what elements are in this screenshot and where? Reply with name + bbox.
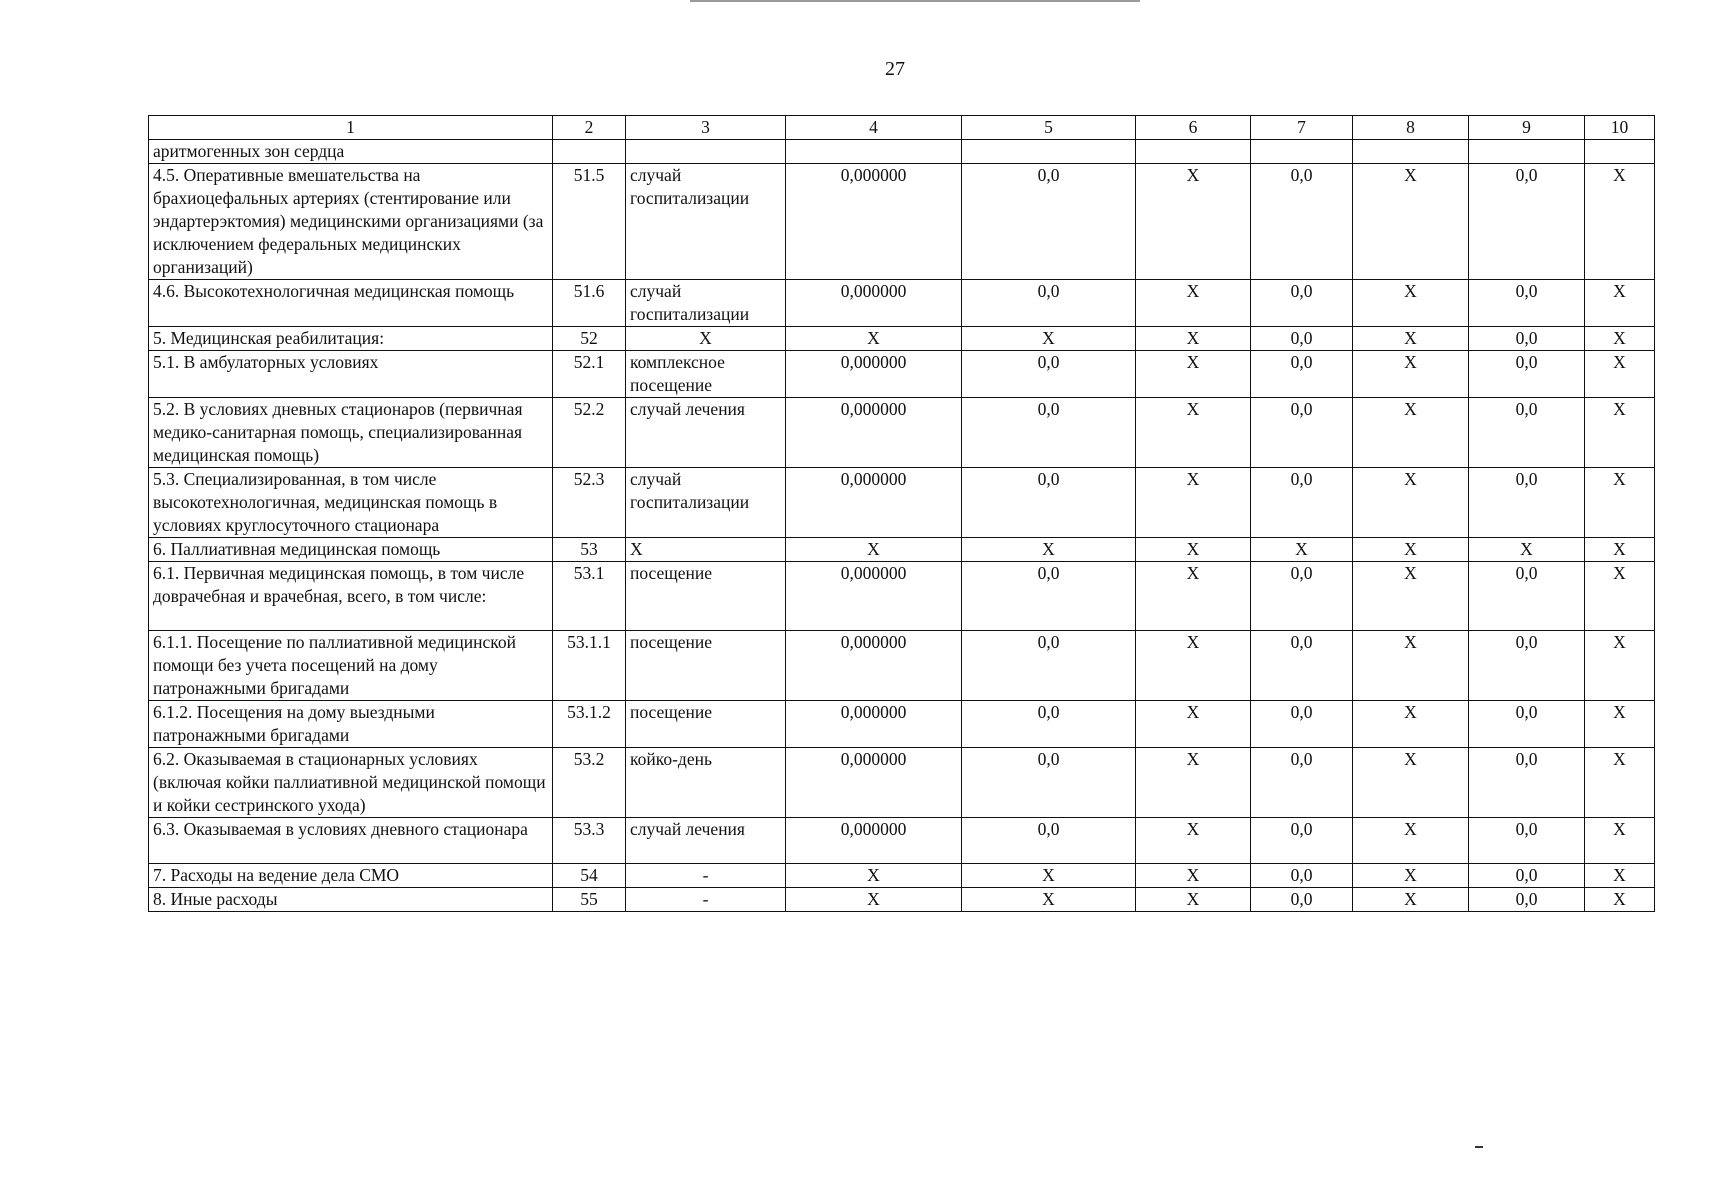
table-cell-col-1: 4.6. Высокотехнологичная медицинская помощь — [149, 280, 553, 327]
table-cell-col-5: Х — [962, 888, 1136, 912]
table-cell-col-1: аритмогенных зон сердца — [149, 140, 553, 164]
table-cell-col-9: 0,0 — [1469, 351, 1585, 398]
table-cell-col-1: 6. Паллиативная медицинская помощь — [149, 538, 553, 562]
table-cell-col-7 — [1251, 140, 1353, 164]
table-row — [149, 888, 1655, 912]
table-cell-col-3: случай госпитализации — [626, 164, 786, 280]
table-cell-col-5: Х — [962, 864, 1136, 888]
table-cell-col-8: Х — [1353, 748, 1469, 818]
table-cell-col-6: Х — [1136, 164, 1251, 280]
table-cell-col-3: посещение — [626, 562, 786, 631]
table-cell-col-4 — [786, 140, 962, 164]
table-cell-col-3: посещение — [626, 701, 786, 748]
table-cell-col-7: 0,0 — [1251, 164, 1353, 280]
table-cell-col-1: 6.1. Первичная медицинская помощь, в том числе доврачебная и врачебная, всего, в том числе: — [149, 562, 553, 631]
table-cell-col-3: - — [626, 864, 786, 888]
table-cell-col-5: 0,0 — [962, 351, 1136, 398]
header-col-7: 7 — [1251, 116, 1353, 140]
table-header — [149, 116, 1655, 140]
table-cell-col-1: 4.5. Оперативные вмешательства на брахиоцефальных артериях (стентирование или эндартерэктомия) медицинскими организациями (за исключением федеральных медицинских организаций) — [149, 164, 553, 280]
table-cell-col-7: 0,0 — [1251, 327, 1353, 351]
table-cell-col-8: Х — [1353, 538, 1469, 562]
table-cell-col-2: 53 — [553, 538, 626, 562]
header-col-10: 10 — [1585, 116, 1655, 140]
table-row — [149, 164, 1655, 280]
table-cell-col-6: Х — [1136, 538, 1251, 562]
table-cell-col-2: 52.3 — [553, 468, 626, 538]
table-cell-col-2: 54 — [553, 864, 626, 888]
table-cell-col-4: 0,000000 — [786, 351, 962, 398]
table-cell-col-4: Х — [786, 888, 962, 912]
table-cell-col-10: Х — [1585, 748, 1655, 818]
table-cell-col-5: 0,0 — [962, 701, 1136, 748]
table-cell-col-1: 8. Иные расходы — [149, 888, 553, 912]
table-cell-col-8: Х — [1353, 164, 1469, 280]
table-cell-col-5: 0,0 — [962, 398, 1136, 468]
table-cell-col-4: 0,000000 — [786, 562, 962, 631]
table-cell-col-8: Х — [1353, 631, 1469, 701]
table-cell-col-6: Х — [1136, 748, 1251, 818]
table-row — [149, 327, 1655, 351]
table-row — [149, 631, 1655, 701]
table-cell-col-8: Х — [1353, 327, 1469, 351]
header-col-1: 1 — [149, 116, 553, 140]
table-cell-col-7: 0,0 — [1251, 351, 1353, 398]
table-cell-col-7: 0,0 — [1251, 864, 1353, 888]
table-cell-col-9: 0,0 — [1469, 748, 1585, 818]
table-cell-col-6: Х — [1136, 818, 1251, 864]
table-cell-col-2: 53.1.1 — [553, 631, 626, 701]
table-cell-col-8: Х — [1353, 888, 1469, 912]
table-cell-col-4: 0,000000 — [786, 818, 962, 864]
table-cell-col-3 — [626, 140, 786, 164]
table-cell-col-9: 0,0 — [1469, 327, 1585, 351]
table-cell-col-2: 51.5 — [553, 164, 626, 280]
table-cell-col-4: Х — [786, 327, 962, 351]
table-row — [149, 351, 1655, 398]
table-row — [149, 468, 1655, 538]
table-cell-col-2: 52.2 — [553, 398, 626, 468]
table-cell-col-7: 0,0 — [1251, 631, 1353, 701]
table-cell-col-5 — [962, 140, 1136, 164]
table-row — [149, 562, 1655, 631]
table-cell-col-7: 0,0 — [1251, 748, 1353, 818]
table-cell-col-7: 0,0 — [1251, 398, 1353, 468]
table-row — [149, 864, 1655, 888]
table-cell-col-9: 0,0 — [1469, 468, 1585, 538]
table-cell-col-9: 0,0 — [1469, 818, 1585, 864]
table-cell-col-10: Х — [1585, 164, 1655, 280]
table-cell-col-2: 53.2 — [553, 748, 626, 818]
table-cell-col-10: Х — [1585, 864, 1655, 888]
table-cell-col-1: 6.3. Оказываемая в условиях дневного стационара — [149, 818, 553, 864]
table-cell-col-8: Х — [1353, 351, 1469, 398]
data-table — [148, 115, 1655, 912]
table-cell-col-5: 0,0 — [962, 280, 1136, 327]
table-cell-col-3: комплексное посещение — [626, 351, 786, 398]
table-cell-col-5: Х — [962, 538, 1136, 562]
table-cell-col-1: 5.1. В амбулаторных условиях — [149, 351, 553, 398]
table-row — [149, 748, 1655, 818]
table-cell-col-7: 0,0 — [1251, 468, 1353, 538]
table-cell-col-3: койко-день — [626, 748, 786, 818]
table-cell-col-2: 53.3 — [553, 818, 626, 864]
table-cell-col-8: Х — [1353, 701, 1469, 748]
header-col-6: 6 — [1136, 116, 1251, 140]
table-cell-col-8 — [1353, 140, 1469, 164]
table-cell-col-8: Х — [1353, 468, 1469, 538]
table-cell-col-4: Х — [786, 538, 962, 562]
table-cell-col-6 — [1136, 140, 1251, 164]
table-cell-col-2: 53.1.2 — [553, 701, 626, 748]
table-cell-col-5: Х — [962, 327, 1136, 351]
table-cell-col-5: 0,0 — [962, 818, 1136, 864]
table-cell-col-3: Х — [626, 538, 786, 562]
header-row — [149, 116, 1655, 140]
table-cell-col-5: 0,0 — [962, 631, 1136, 701]
table-cell-col-3: - — [626, 888, 786, 912]
table-cell-col-9: 0,0 — [1469, 888, 1585, 912]
table-cell-col-8: Х — [1353, 562, 1469, 631]
table-cell-col-1: 5. Медицинская реабилитация: — [149, 327, 553, 351]
table-cell-col-10: Х — [1585, 701, 1655, 748]
table-cell-col-10: Х — [1585, 631, 1655, 701]
table-cell-col-10: Х — [1585, 280, 1655, 327]
table-cell-col-6: Х — [1136, 327, 1251, 351]
table-row — [149, 398, 1655, 468]
table-cell-col-10: Х — [1585, 468, 1655, 538]
table-cell-col-4: 0,000000 — [786, 701, 962, 748]
table-cell-col-10 — [1585, 140, 1655, 164]
table-cell-col-7: Х — [1251, 538, 1353, 562]
table-cell-col-10: Х — [1585, 818, 1655, 864]
table-cell-col-10: Х — [1585, 888, 1655, 912]
table-cell-col-3: Х — [626, 327, 786, 351]
table-cell-col-10: Х — [1585, 351, 1655, 398]
header-col-2: 2 — [553, 116, 626, 140]
table-row — [149, 818, 1655, 864]
table-cell-col-6: Х — [1136, 562, 1251, 631]
top-scan-rule — [690, 0, 1140, 2]
table-cell-col-3: случай госпитализации — [626, 280, 786, 327]
table-cell-col-9: 0,0 — [1469, 398, 1585, 468]
table-cell-col-8: Х — [1353, 398, 1469, 468]
header-col-3: 3 — [626, 116, 786, 140]
table-cell-col-1: 6.1.2. Посещения на дому выездными патронажными бригадами — [149, 701, 553, 748]
header-col-9: 9 — [1469, 116, 1585, 140]
table-cell-col-2 — [553, 140, 626, 164]
table-cell-col-6: Х — [1136, 888, 1251, 912]
header-col-8: 8 — [1353, 116, 1469, 140]
table-cell-col-9: 0,0 — [1469, 864, 1585, 888]
page-number: 27 — [885, 58, 905, 80]
table-cell-col-7: 0,0 — [1251, 818, 1353, 864]
table-cell-col-2: 52.1 — [553, 351, 626, 398]
table-cell-col-7: 0,0 — [1251, 888, 1353, 912]
table-cell-col-10: Х — [1585, 538, 1655, 562]
table-cell-col-10: Х — [1585, 398, 1655, 468]
table-cell-col-2: 53.1 — [553, 562, 626, 631]
header-col-4: 4 — [786, 116, 962, 140]
table-cell-col-10: Х — [1585, 562, 1655, 631]
table-row — [149, 538, 1655, 562]
table-cell-col-4: 0,000000 — [786, 468, 962, 538]
table-body — [149, 140, 1655, 912]
table-cell-col-8: Х — [1353, 818, 1469, 864]
table-cell-col-4: 0,000000 — [786, 164, 962, 280]
table-cell-col-3: случай госпитализации — [626, 468, 786, 538]
table-cell-col-4: 0,000000 — [786, 631, 962, 701]
table-cell-col-1: 5.2. В условиях дневных стационаров (первичная медико-санитарная помощь, специализированная медицинская помощь) — [149, 398, 553, 468]
table-cell-col-5: 0,0 — [962, 562, 1136, 631]
table-cell-col-3: случай лечения — [626, 818, 786, 864]
table-cell-col-9: 0,0 — [1469, 164, 1585, 280]
table-cell-col-1: 6.2. Оказываемая в стационарных условиях (включая койки паллиативной медицинской помощи и койки сестринского ухода) — [149, 748, 553, 818]
table-cell-col-1: 6.1.1. Посещение по паллиативной медицинской помощи без учета посещений на дому патронажными бригадами — [149, 631, 553, 701]
table-cell-col-6: Х — [1136, 631, 1251, 701]
table-cell-col-4: 0,000000 — [786, 280, 962, 327]
table-cell-col-9 — [1469, 140, 1585, 164]
table-cell-col-7: 0,0 — [1251, 701, 1353, 748]
table-cell-col-8: Х — [1353, 864, 1469, 888]
table-cell-col-4: 0,000000 — [786, 398, 962, 468]
table-cell-col-5: 0,0 — [962, 164, 1136, 280]
table-cell-col-7: 0,0 — [1251, 280, 1353, 327]
table-cell-col-7: 0,0 — [1251, 562, 1353, 631]
table-cell-col-6: Х — [1136, 351, 1251, 398]
table-cell-col-9: 0,0 — [1469, 562, 1585, 631]
table-cell-col-6: Х — [1136, 398, 1251, 468]
table-cell-col-6: Х — [1136, 280, 1251, 327]
table-cell-col-9: 0,0 — [1469, 701, 1585, 748]
table-cell-col-4: 0,000000 — [786, 748, 962, 818]
table-cell-col-5: 0,0 — [962, 748, 1136, 818]
table-cell-col-3: случай лечения — [626, 398, 786, 468]
table-cell-col-1: 7. Расходы на ведение дела СМО — [149, 864, 553, 888]
table-cell-col-2: 51.6 — [553, 280, 626, 327]
table-cell-col-9: 0,0 — [1469, 631, 1585, 701]
table-cell-col-2: 55 — [553, 888, 626, 912]
table-cell-col-3: посещение — [626, 631, 786, 701]
table-row — [149, 140, 1655, 164]
header-col-5: 5 — [962, 116, 1136, 140]
table-cell-col-9: 0,0 — [1469, 280, 1585, 327]
table-cell-col-1: 5.3. Специализированная, в том числе высокотехнологичная, медицинская помощь в условиях круглосуточного стационара — [149, 468, 553, 538]
table-cell-col-6: Х — [1136, 701, 1251, 748]
table-cell-col-8: Х — [1353, 280, 1469, 327]
table-cell-col-6: Х — [1136, 468, 1251, 538]
table-cell-col-2: 52 — [553, 327, 626, 351]
table-cell-col-5: 0,0 — [962, 468, 1136, 538]
table-row — [149, 280, 1655, 327]
table-cell-col-6: Х — [1136, 864, 1251, 888]
scan-mark — [1475, 1146, 1483, 1148]
table-cell-col-9: Х — [1469, 538, 1585, 562]
table-row — [149, 701, 1655, 748]
table-cell-col-4: Х — [786, 864, 962, 888]
table-cell-col-10: Х — [1585, 327, 1655, 351]
